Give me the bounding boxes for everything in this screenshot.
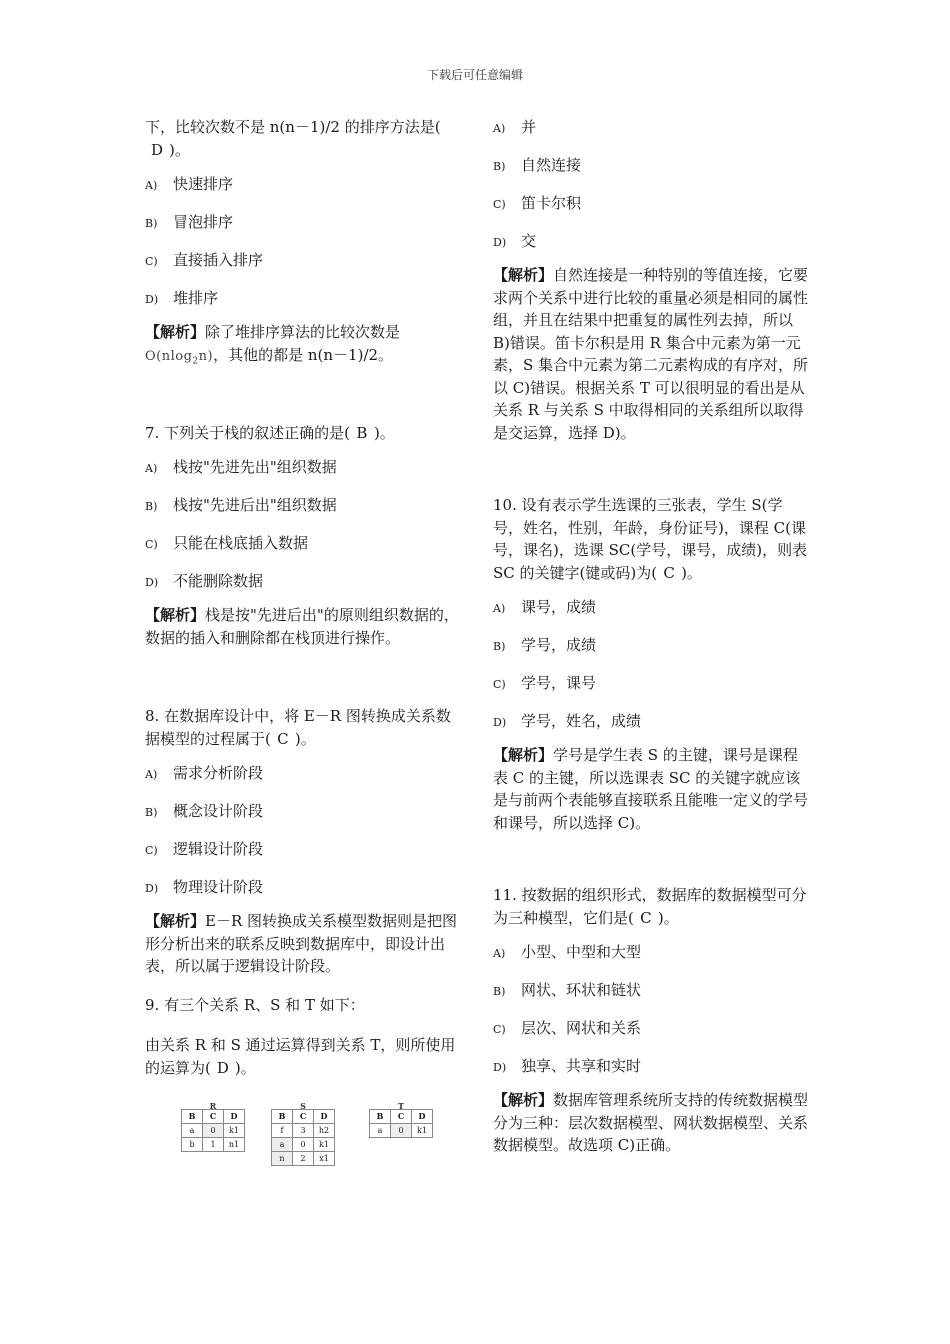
question-11-stem [493,884,811,929]
table-row [272,1110,335,1124]
option-b [145,494,463,517]
question-11-answer: C [640,908,652,927]
page-header: 下载后可任意编辑 [426,68,523,82]
option-letter: C) [145,844,158,858]
option-text: 概念设计阶段 [173,802,264,821]
question-7-explanation [145,604,463,649]
option-c [145,838,463,861]
table-cell: D [224,1110,245,1124]
formula-subscript: 2 [192,356,199,367]
table-cell: n [272,1152,293,1166]
option-letter: C) [145,255,158,268]
table-cell: D [412,1110,433,1124]
option-text: 栈按"先进先出"组织数据 [173,458,337,477]
formula-main: O(nlog [145,348,193,364]
option-a [145,456,463,479]
option-c [493,672,811,695]
question-9-answer: D [216,1058,229,1077]
explanation-text: E－R 图转换成关系模型数据则是把图形分析出来的联系反映到数据库中，即设计出表，所以属于逻辑设计阶段。 [145,912,458,976]
option-c [493,192,811,215]
explanation-tag: 【解析】 [493,1091,554,1109]
option-text: 不能删除数据 [173,572,264,591]
option-text: 学号，成绩 [521,636,597,654]
question-8-explanation [145,910,463,978]
option-d [145,287,463,310]
option-b [145,800,463,823]
option-letter: C) [493,198,506,211]
explanation-text: 数据库管理系统所支持的传统数据模型分为三种：层次数据模型、网状数据模型、关系数据模型。故选项 C)正确。 [493,1091,809,1154]
explanation-tag: 【解析】 [145,606,206,625]
table-row [182,1124,245,1138]
explanation-text: 自然连接是一种特别的等值连接，它要求两个关系中进行比较的重量必须是相同的属性组，并且在结果中把重复的属性列去掉，所以 B)错误。笛卡尔积是用 R 集合中元素为第一元素，S 集合中元素为第二元素构成的有序对，所以 C)错误。根据关系 T 可以很明显的看出是从关系 R 与关系 S 中取得相同的关系组所以取得是交运算，选择 D)。 [493,266,809,442]
option-text: 逻辑设计阶段 [173,840,264,859]
option-letter: C) [145,538,158,552]
table-cell: n1 [224,1138,245,1152]
table-cell: h2 [314,1124,335,1138]
option-text: 堆排序 [173,289,219,307]
option-letter: B) [493,985,506,998]
explanation-tail: ，其他的都是 n(n－1)/2。 [213,345,394,364]
option-letter: B) [493,640,506,653]
option-c [145,532,463,555]
option-text: 课号，成绩 [521,598,597,616]
option-b [145,211,463,234]
left-column [145,116,463,1205]
question-9-text: 由关系 R 和 S 通过运算得到关系 T，则所使用的运算为( [145,1036,456,1077]
table-row [272,1124,335,1138]
option-letter: C) [493,678,506,691]
table-cell: b [182,1138,203,1152]
option-b [493,634,811,657]
option-d [145,876,463,899]
relation-t [369,1095,433,1138]
option-text: 冒泡排序 [173,213,234,231]
option-text: 层次、网状和关系 [521,1019,642,1037]
table-row [182,1110,245,1124]
explanation-tag: 【解析】 [493,746,554,764]
relation-table [369,1109,433,1138]
relation-name: R [209,1101,217,1112]
option-letter: A) [493,947,506,960]
option-text: 只能在栈底插入数据 [173,534,309,553]
table-cell: 2 [293,1152,314,1166]
table-row [272,1138,335,1152]
question-10-close: )。 [681,563,702,582]
option-letter: A) [493,122,506,135]
question-11-close: )。 [657,908,679,927]
question-6-stem [145,116,463,161]
option-c [493,1017,811,1040]
formula-end: n) [198,348,214,364]
option-a [493,596,811,619]
table-cell: a [182,1124,203,1138]
explanation-tag: 【解析】 [145,912,206,931]
explanation-text: 除了堆排序算法的比较次数是 [205,323,401,341]
option-text: 学号，姓名，成绩 [521,712,642,730]
option-text: 直接插入排序 [173,251,264,269]
explanation-tag: 【解析】 [145,323,206,341]
question-7-close: )。 [373,423,395,442]
question-11-explanation [493,1089,811,1157]
question-8-answer: C [277,729,289,748]
table-cell: f [272,1124,293,1138]
table-cell: k1 [314,1138,335,1152]
question-7-answer: B [356,423,368,442]
table-cell: x1 [314,1152,335,1166]
table-row [272,1152,335,1166]
explanation-tag: 【解析】 [493,266,554,284]
option-letter: A) [145,768,158,782]
option-text: 需求分析阶段 [173,764,264,783]
option-a [493,116,811,139]
question-9-close: )。 [234,1058,256,1077]
option-text: 栈按"先进后出"组织数据 [173,496,337,515]
option-text: 自然连接 [521,156,582,174]
option-text: 小型、中型和大型 [521,943,642,961]
option-a [145,173,463,196]
relation-s [271,1095,335,1166]
option-text: 物理设计阶段 [173,878,264,897]
question-8-text: 8. 在数据库设计中，将 E－R 图转换成关系数据模型的过程属于( [145,707,451,748]
option-letter: D) [145,293,159,306]
option-text: 交 [521,232,537,250]
option-letter: B) [145,806,158,820]
option-letter: D) [493,716,507,729]
option-d [493,230,811,253]
table-cell: 1 [203,1138,224,1152]
table-cell: 0 [293,1138,314,1152]
relation-r [181,1095,245,1152]
table-row [182,1138,245,1152]
explanation-text: 栈是按"先进后出"的原则组织数据的，数据的插入和删除都在栈顶进行操作。 [145,606,459,647]
question-9-explanation [493,264,811,444]
table-cell: 3 [293,1124,314,1138]
option-text: 笛卡尔积 [521,194,582,212]
question-9-stem-2 [145,1034,463,1079]
question-7-stem [145,422,463,445]
option-letter: B) [145,217,158,230]
table-cell: C [391,1110,412,1124]
question-11-text: 11. 按数据的组织形式，数据库的数据模型可分为三种模型，它们是( [493,886,807,927]
complexity-formula [145,348,214,367]
option-letter: D) [145,576,159,590]
right-column [493,116,811,1157]
table-cell: D [314,1110,335,1124]
question-8-close: )。 [294,729,316,748]
question-6-explanation [145,321,463,373]
table-cell: a [272,1138,293,1152]
explanation-text: 学号是学生表 S 的主键，课号是课程表 C 的主键，所以选课表 SC 的关键字就应该是与前两个表能够直接联系且能唯一定义的学号和课号，所以选择 C)。 [493,746,809,832]
question-9-stem: 9. 有三个关系 R、S 和 T 如下： [145,995,365,1014]
option-letter: B) [493,160,506,173]
table-cell: B [272,1110,293,1124]
table-row [370,1124,433,1138]
question-6-text: 下，比较次数不是 n(n－1)/2 的排序方法是( [145,118,441,136]
question-10-answer: C [663,563,675,582]
question-10-text: 10. 设有表示学生选课的三张表，学生 S(学号，姓名，性别，年龄，身份证号)，课程 C(课号，课名)，选课 SC(学号，课号，成绩)，则表 SC 的关键字(键或码)为( [493,496,808,582]
option-letter: D) [145,882,159,896]
question-7-text: 7. 下列关于栈的叙述正确的是( [145,423,350,442]
relation-name: S [300,1101,306,1112]
table-cell: k1 [224,1124,245,1138]
relation-table [271,1109,335,1166]
option-d [493,710,811,733]
option-text: 快速排序 [173,175,234,193]
option-d [145,570,463,593]
table-cell: k1 [412,1124,433,1138]
option-text: 网状、环状和链状 [521,981,642,999]
table-cell: B [370,1110,391,1124]
option-letter: D) [493,1061,507,1074]
option-text: 独享、共享和实时 [521,1057,642,1075]
question-6-answer: D [150,140,164,159]
relation-table [181,1109,245,1152]
option-text: 并 [521,118,537,136]
table-cell: 0 [391,1124,412,1138]
option-b [493,154,811,177]
relation-name: T [398,1101,404,1112]
question-10-stem [493,494,811,584]
option-letter: A) [145,179,158,192]
option-a [145,762,463,785]
table-cell: a [370,1124,391,1138]
option-letter: C) [493,1023,506,1036]
question-8-stem [145,705,463,750]
option-b [493,979,811,1002]
option-d [493,1055,811,1078]
question-6-close: )。 [169,140,190,159]
table-row [370,1110,433,1124]
relation-tables [145,1095,463,1205]
table-cell: C [293,1110,314,1124]
option-letter: A) [145,462,158,476]
table-cell: 0 [203,1124,224,1138]
option-text: 学号，课号 [521,674,597,692]
option-a [493,941,811,964]
table-cell: C [203,1110,224,1124]
table-cell: B [182,1110,203,1124]
option-letter: D) [493,236,507,249]
option-c [145,249,463,272]
question-10-explanation [493,744,811,834]
option-letter: B) [145,500,158,514]
option-letter: A) [493,602,506,615]
